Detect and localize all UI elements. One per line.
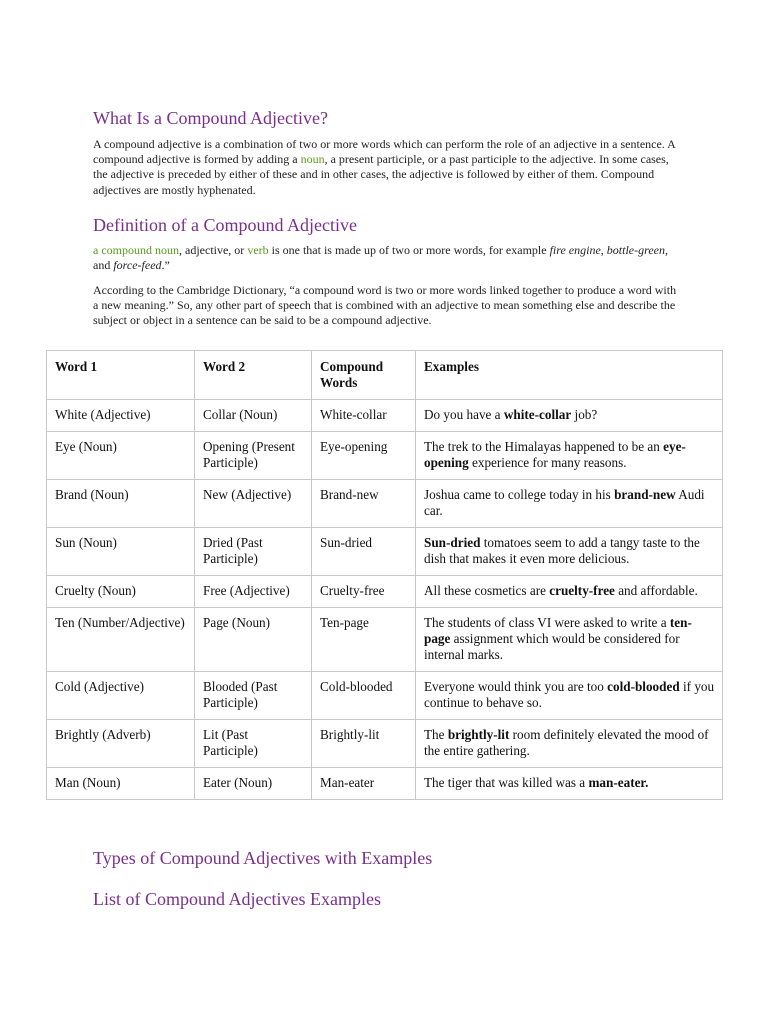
cambridge-paragraph: According to the Cambridge Dictionary, “a compound word is two or more words linked together to produce a word with a new meaning.” So, any other part of speech that is combined with an adjective to mean something else and describe the subject or object in a sentence can be said to be a compound adjective. [93, 283, 677, 328]
cell-word-1: Eye (Noun) [47, 432, 195, 480]
cell-word-2: Free (Adjective) [195, 576, 312, 608]
table-row [47, 720, 723, 768]
table-row [47, 528, 723, 576]
cell-compound-word: Brightly-lit [312, 720, 416, 768]
intro-text-2: , a present participle, or a past participle to the adjective. In some cases, the adjective is preceded by either of these and in other cases, the adjective is followed by either of them. Compound adjectives are mostly hyphenated. [93, 152, 669, 197]
cell-compound-word: Cold-blooded [312, 672, 416, 720]
example-text: job? [571, 407, 598, 422]
example-text: Everyone would think you are too [424, 679, 608, 694]
table-row [47, 480, 723, 528]
cell-compound-word: Brand-new [312, 480, 416, 528]
cell-word-1: Brand (Noun) [47, 480, 195, 528]
table-row [47, 608, 723, 672]
cell-example [416, 432, 723, 480]
noun-link[interactable]: noun [300, 152, 325, 167]
cell-word-1: Ten (Number/Adjective) [47, 608, 195, 672]
cell-example [416, 528, 723, 576]
cell-example [416, 608, 723, 672]
example-text: Joshua came to college today in his [424, 487, 615, 502]
cell-word-1: White (Adjective) [47, 400, 195, 432]
cell-compound-word: Man-eater [312, 768, 416, 800]
cell-word-1: Man (Noun) [47, 768, 195, 800]
cell-example [416, 672, 723, 720]
cell-word-2: Collar (Noun) [195, 400, 312, 432]
example-fire-engine: fire engine [549, 243, 601, 257]
table-row [47, 576, 723, 608]
heading-definition: Definition of a Compound Adjective [93, 215, 357, 235]
intro-paragraph [93, 137, 678, 198]
definition-sep-1: , [600, 243, 607, 257]
header-compound-words: Compound Words [312, 351, 416, 400]
cell-example [416, 720, 723, 768]
example-text: The students of class VI were asked to write a [424, 615, 670, 630]
header-word-1: Word 1 [47, 351, 195, 400]
heading-types: Types of Compound Adjectives with Examples [93, 848, 433, 868]
compound-noun-link[interactable]: a compound noun [93, 243, 179, 257]
cell-word-2: Blooded (Past Participle) [195, 672, 312, 720]
example-compound: cold-blooded [607, 679, 680, 694]
example-text: assignment which would be considered for internal marks. [424, 631, 680, 662]
example-force-feed: force-feed [113, 258, 162, 273]
cell-compound-word: Cruelty-free [312, 576, 416, 608]
example-compound: ten-page [424, 615, 692, 646]
example-compound: eye-opening [424, 439, 686, 470]
cell-compound-word: Sun-dried [312, 528, 416, 576]
cell-example [416, 400, 723, 432]
example-text: and affordable. [614, 583, 698, 598]
heading-what-is: What Is a Compound Adjective? [93, 108, 328, 128]
cell-compound-word: Ten-page [312, 608, 416, 672]
cell-word-2: New (Adjective) [195, 480, 312, 528]
header-word-2: Word 2 [195, 351, 312, 400]
header-examples: Examples [416, 351, 723, 400]
cell-word-2: Dried (Past Participle) [195, 528, 312, 576]
definition-paragraph [93, 243, 678, 273]
example-text: experience for many reasons. [468, 455, 627, 470]
cell-compound-word: Eye-opening [312, 432, 416, 480]
example-text: The tiger that was killed was a [424, 775, 589, 790]
cell-example [416, 768, 723, 800]
example-compound: Sun-dried [424, 535, 481, 550]
intro-text-1: A compound adjective is a combination of two or more words which can perform the role of an adjective in a sentence. A compound adjective is formed by adding a [93, 137, 676, 167]
example-compound: white-collar [503, 407, 572, 422]
cell-compound-word: White-collar [312, 400, 416, 432]
example-compound: brightly-lit [447, 727, 510, 742]
verb-link[interactable]: verb [247, 243, 269, 257]
example-compound: cruelty-free [549, 583, 615, 598]
cell-word-2: Page (Noun) [195, 608, 312, 672]
cell-word-1: Brightly (Adverb) [47, 720, 195, 768]
compound-words-table [46, 350, 723, 800]
cell-word-1: Cruelty (Noun) [47, 576, 195, 608]
cell-word-2: Lit (Past Participle) [195, 720, 312, 768]
cell-word-2: Eater (Noun) [195, 768, 312, 800]
definition-end: .” [161, 258, 170, 273]
example-text: Audi car. [424, 487, 705, 518]
definition-sep-2: , and [93, 243, 668, 273]
cell-word-1: Sun (Noun) [47, 528, 195, 576]
example-text: if you continue to behave so. [424, 679, 715, 710]
heading-list: List of Compound Adjectives Examples [93, 889, 381, 909]
example-text: tomatoes seem to add a tangy taste to the dish that makes it even more delicious. [424, 535, 700, 566]
cell-example [416, 576, 723, 608]
cell-word-1: Cold (Adjective) [47, 672, 195, 720]
table-row [47, 672, 723, 720]
example-text: All these cosmetics are [424, 583, 550, 598]
example-text: room definitely elevated the mood of the entire gathering. [424, 727, 709, 758]
example-compound: brand-new [614, 487, 676, 502]
example-compound: man-eater. [588, 775, 649, 790]
table-header-row [47, 351, 723, 400]
example-text: The [424, 727, 448, 742]
table-row [47, 768, 723, 800]
table-row [47, 432, 723, 480]
cell-word-2: Opening (Present Participle) [195, 432, 312, 480]
example-bottle-green: bottle-green [606, 243, 665, 257]
cell-example [416, 480, 723, 528]
table-row [47, 400, 723, 432]
definition-text-2: is one that is made up of two or more words, for example [268, 243, 550, 257]
definition-text-1: , adjective, or [179, 243, 248, 257]
example-text: The trek to the Himalayas happened to be an [424, 439, 664, 454]
example-text: Do you have a [424, 407, 504, 422]
table-body [47, 400, 723, 800]
